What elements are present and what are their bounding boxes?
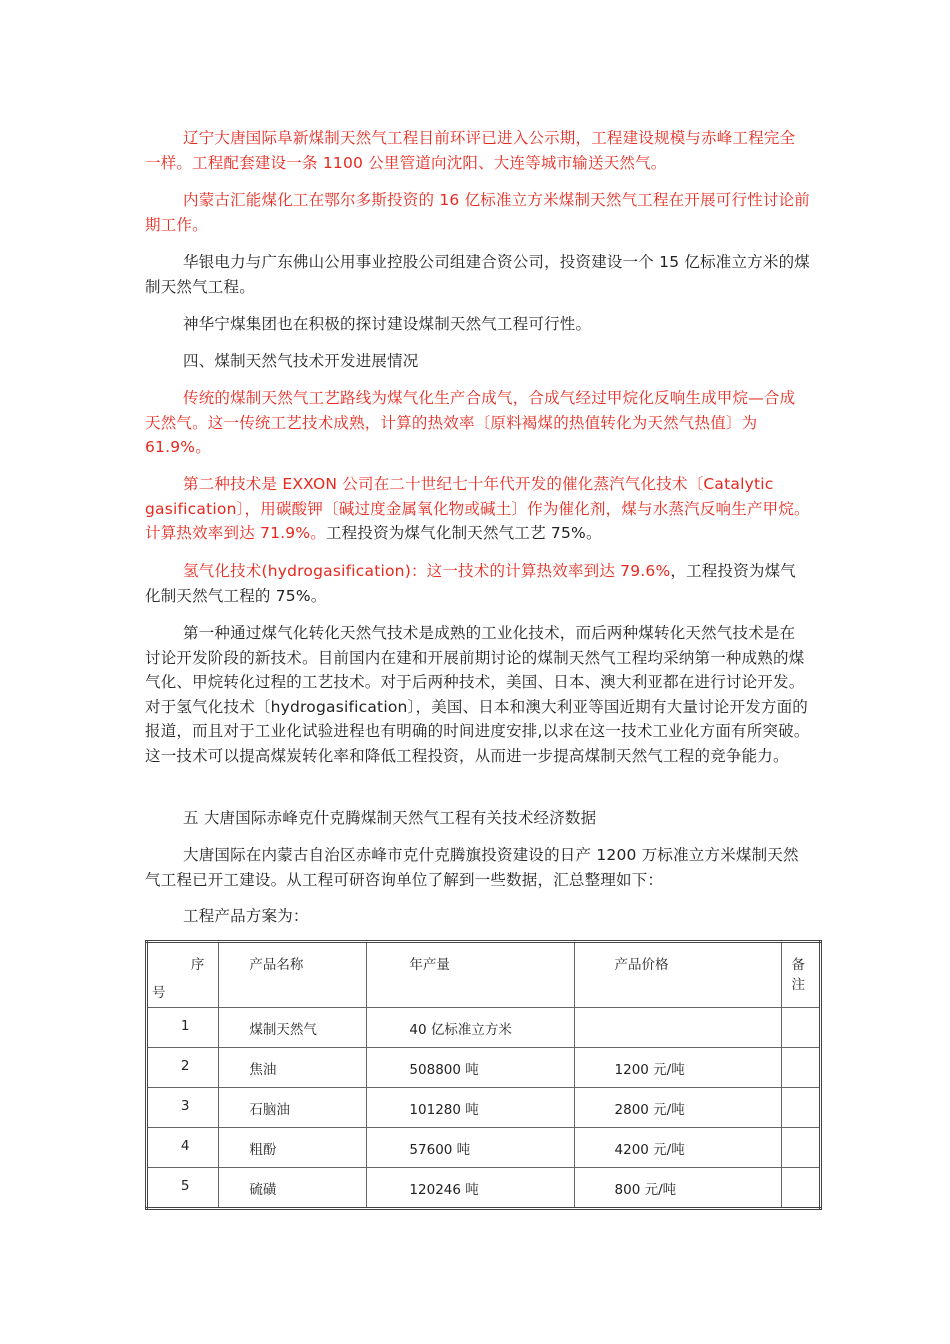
cell-qty: 40 亿标准立方米 (367, 1008, 574, 1048)
cell-note (781, 1168, 821, 1209)
paragraph-text: 氢气化技术(hydrogasification)：这一技术的计算热效率到达 79.6% (183, 562, 671, 580)
header-cell-qty: 年产量 (367, 942, 574, 1008)
cell-qty: 508800 吨 (367, 1048, 574, 1088)
cell-note (781, 1128, 821, 1168)
table-row (147, 1128, 821, 1168)
cell-name: 硫磺 (219, 1168, 367, 1209)
cell-price: 4200 元/吨 (574, 1128, 781, 1168)
paragraph-tail: 工程投资为煤气化制天然气工艺 75%。 (325, 524, 602, 542)
cell-price: 2800 元/吨 (574, 1088, 781, 1128)
cell-qty: 57600 吨 (367, 1128, 574, 1168)
table-row (147, 1008, 821, 1048)
paragraph-text: 华银电力与广东佛山公用事业控股公司组建合资公司，投资建设一个 15 亿标准立方米的煤制天然气工程。 (145, 253, 810, 296)
paragraph-huineng-project (145, 188, 810, 237)
paragraph-tech-summary (145, 621, 810, 768)
paragraph-text: 工程产品方案为： (183, 907, 309, 925)
cell-name: 石脑油 (219, 1088, 367, 1128)
cell-no: 1 (147, 1008, 219, 1048)
paragraph-shenhua-project (145, 312, 810, 337)
cell-no: 4 (147, 1128, 219, 1168)
cell-note (781, 1048, 821, 1088)
header-cell-no (147, 942, 219, 1008)
section-heading-datang-data (145, 806, 810, 831)
header-cell-name: 产品名称 (219, 942, 367, 1008)
paragraph-huayin-project (145, 250, 810, 299)
paragraph-text: 第二种技术是 EXXON 公司在二十世纪七十年代开发的催化蒸汽气化技术〔Catalytic gasification〕，用碳酸钾〔碱过度金属氧化物或碱土〕作为催化剂，煤与水蒸汽反响生产甲烷。计算热效率到达 71.9%。 (145, 475, 810, 542)
paragraph-tail: ，工程投资为煤气化制天然气工程的 75%。 (145, 562, 797, 605)
product-plan-table (145, 940, 822, 1210)
cell-no: 3 (147, 1088, 219, 1128)
paragraph-text: 辽宁大唐国际阜新煤制天然气工程目前环评已进入公示期，工程建设规模与赤峰工程完全一样。工程配套建设一条 1100 公里管道向沈阳、大连等城市输送天然气。 (145, 129, 796, 172)
paragraph-catalytic-tech (145, 472, 810, 546)
cell-qty: 120246 吨 (367, 1168, 574, 1209)
section-heading-tech-progress (145, 349, 810, 374)
cell-name: 粗酚 (219, 1128, 367, 1168)
paragraph-traditional-tech (145, 386, 810, 460)
cell-no: 2 (147, 1048, 219, 1088)
paragraph-text: 内蒙古汇能煤化工在鄂尔多斯投资的 16 亿标准立方米煤制天然气工程在开展可行性讨论前期工作。 (145, 191, 810, 234)
cell-note (781, 1008, 821, 1048)
table-row (147, 1048, 821, 1088)
header-cell-price: 产品价格 (574, 942, 781, 1008)
cell-price: 1200 元/吨 (574, 1048, 781, 1088)
paragraph-text: 第一种通过煤气化转化天然气技术是成熟的工业化技术，而后两种煤转化天然气技术是在讨论开发阶段的新技术。目前国内在建和开展前期讨论的煤制天然气工程均采纳第一种成熟的煤气化、甲烷转化过程的工艺技术。对于后两种技术，美国、日本、澳大利亚都在进行讨论开发。对于氢气化技术〔hydrogasification〕，美国、日本和澳大利亚等国近期有大量讨论开发方面的报道，而且对于工业化试验进程也有明确的时间进度安排,以求在这一技术工业化方面有所突破。这一技术可以提高煤炭转化率和降低工程投资，从而进一步提高煤制天然气工程的竞争能力。 (145, 624, 810, 765)
header-no-bottom: 号 (152, 985, 166, 1001)
cell-name: 焦油 (219, 1048, 367, 1088)
heading-text: 四、煤制天然气技术开发进展情况 (183, 352, 419, 370)
header-no-top: 序 (190, 957, 205, 973)
paragraph-hydrogasification-tech (145, 559, 810, 608)
cell-price (574, 1008, 781, 1048)
table-row (147, 1168, 821, 1209)
paragraph-datang-intro (145, 843, 810, 892)
paragraph-text: 传统的煤制天然气工艺路线为煤气化生产合成气，合成气经过甲烷化反响生成甲烷—合成天然气。这一传统工艺技术成熟，计算的热效率〔原料褐煤的热值转化为天然气热值〕为 61.9%。 (145, 389, 796, 456)
cell-qty: 101280 吨 (367, 1088, 574, 1128)
cell-note (781, 1088, 821, 1128)
cell-name: 煤制天然气 (219, 1008, 367, 1048)
header-cell-note: 备注 (781, 942, 821, 1008)
heading-text: 五 大唐国际赤峰克什克腾煤制天然气工程有关技术经济数据 (183, 809, 597, 827)
paragraph-text: 神华宁煤集团也在积极的探讨建设煤制天然气工程可行性。 (183, 315, 592, 333)
table-row (147, 1088, 821, 1128)
paragraph-product-plan-label (145, 904, 810, 929)
table-header-row (147, 942, 821, 1008)
paragraph-text: 大唐国际在内蒙古自治区赤峰市克什克腾旗投资建设的日产 1200 万标准立方米煤制天然气工程已开工建设。从工程可研咨询单位了解到一些数据，汇总整理如下： (145, 846, 799, 889)
paragraph-fuxin-project (145, 126, 810, 175)
cell-price: 800 元/吨 (574, 1168, 781, 1209)
cell-no: 5 (147, 1168, 219, 1209)
